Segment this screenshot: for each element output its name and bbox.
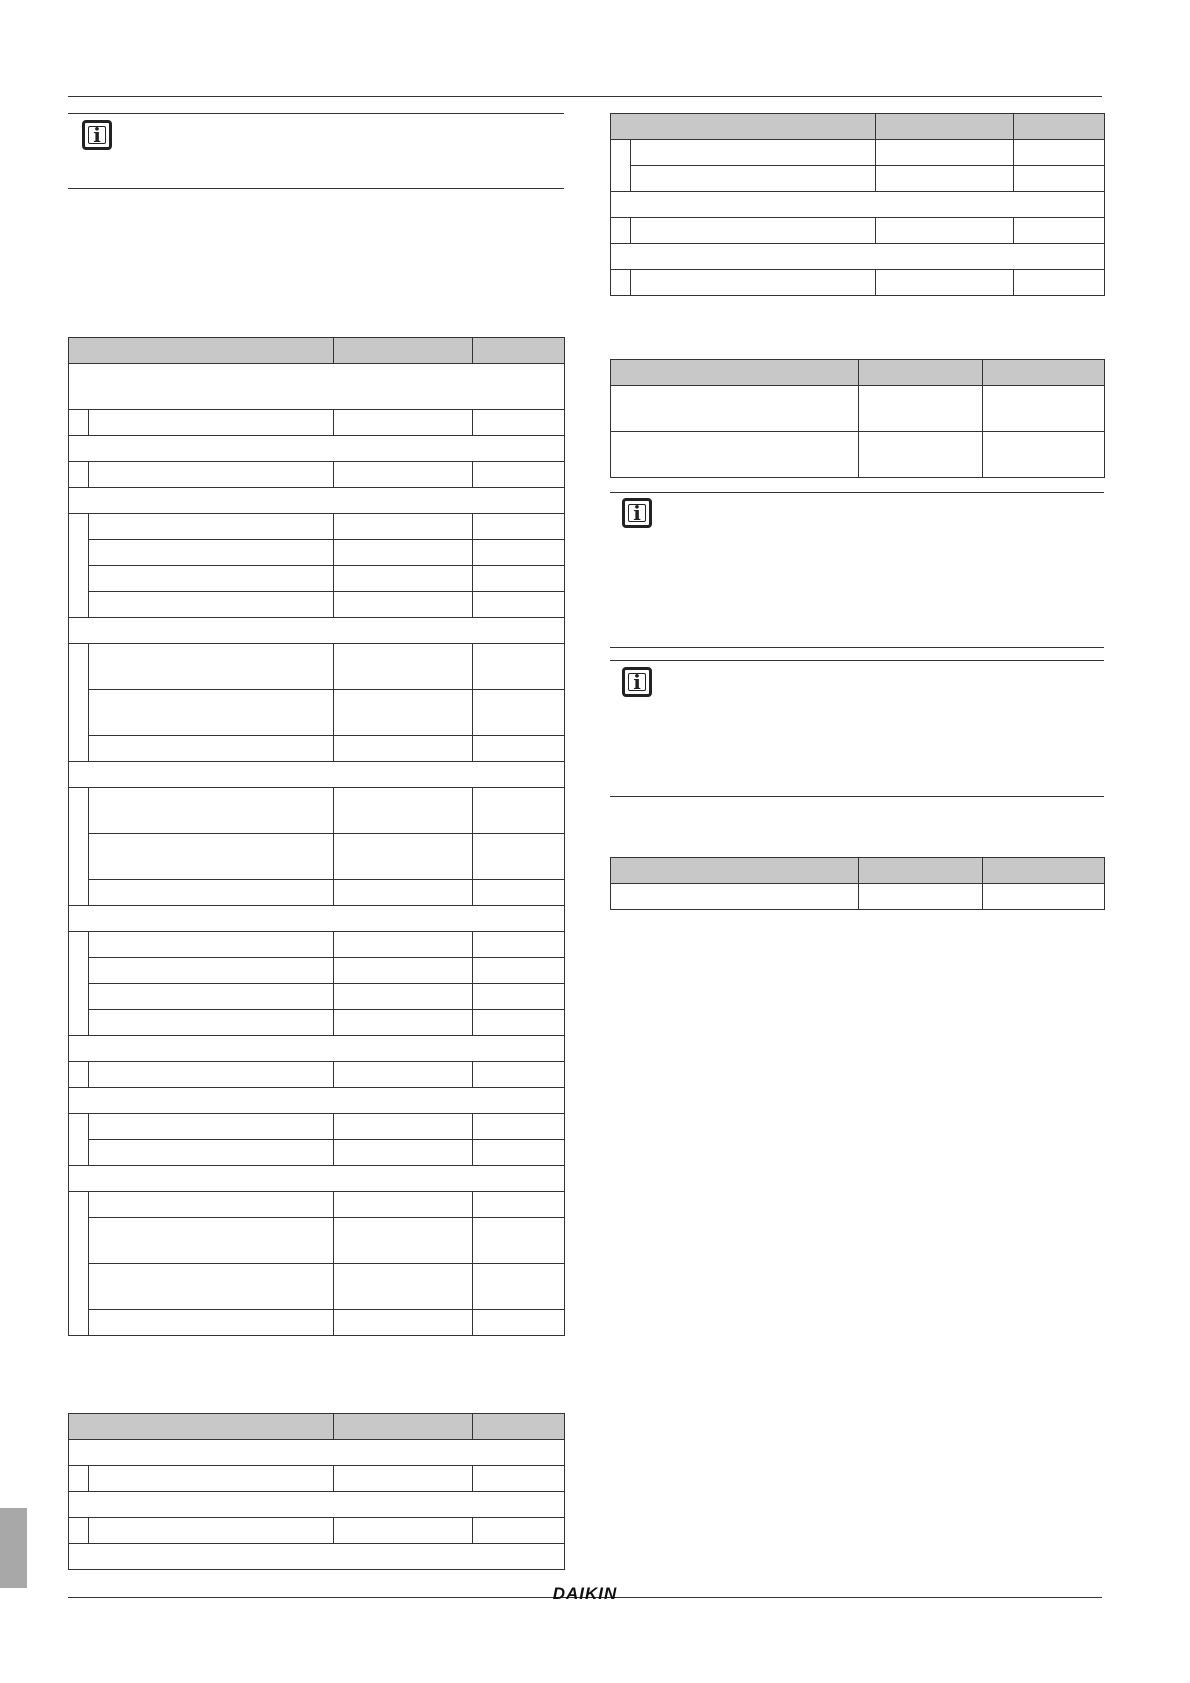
left-main-table: [68, 337, 565, 1336]
right-middle-table: [610, 359, 1105, 478]
info-icon: i: [82, 120, 112, 150]
info-box-2-top-rule: [610, 492, 1104, 493]
info-box-3-bottom-rule: [610, 796, 1104, 797]
header-rule: [68, 96, 1102, 97]
info-box-bottom-rule: [68, 188, 564, 189]
daikin-logo: DAIKIN: [552, 1584, 618, 1603]
right-bottom-table: [610, 857, 1105, 910]
info-box-2-bottom-rule: [610, 647, 1104, 648]
info-icon: i: [622, 498, 652, 528]
left-bottom-table: [68, 1413, 565, 1570]
info-box-top-rule: [68, 113, 564, 114]
side-tab: [0, 1508, 27, 1588]
info-icon: i: [622, 667, 652, 697]
right-top-table: [610, 113, 1105, 296]
info-box-3-top-rule: [610, 660, 1104, 661]
